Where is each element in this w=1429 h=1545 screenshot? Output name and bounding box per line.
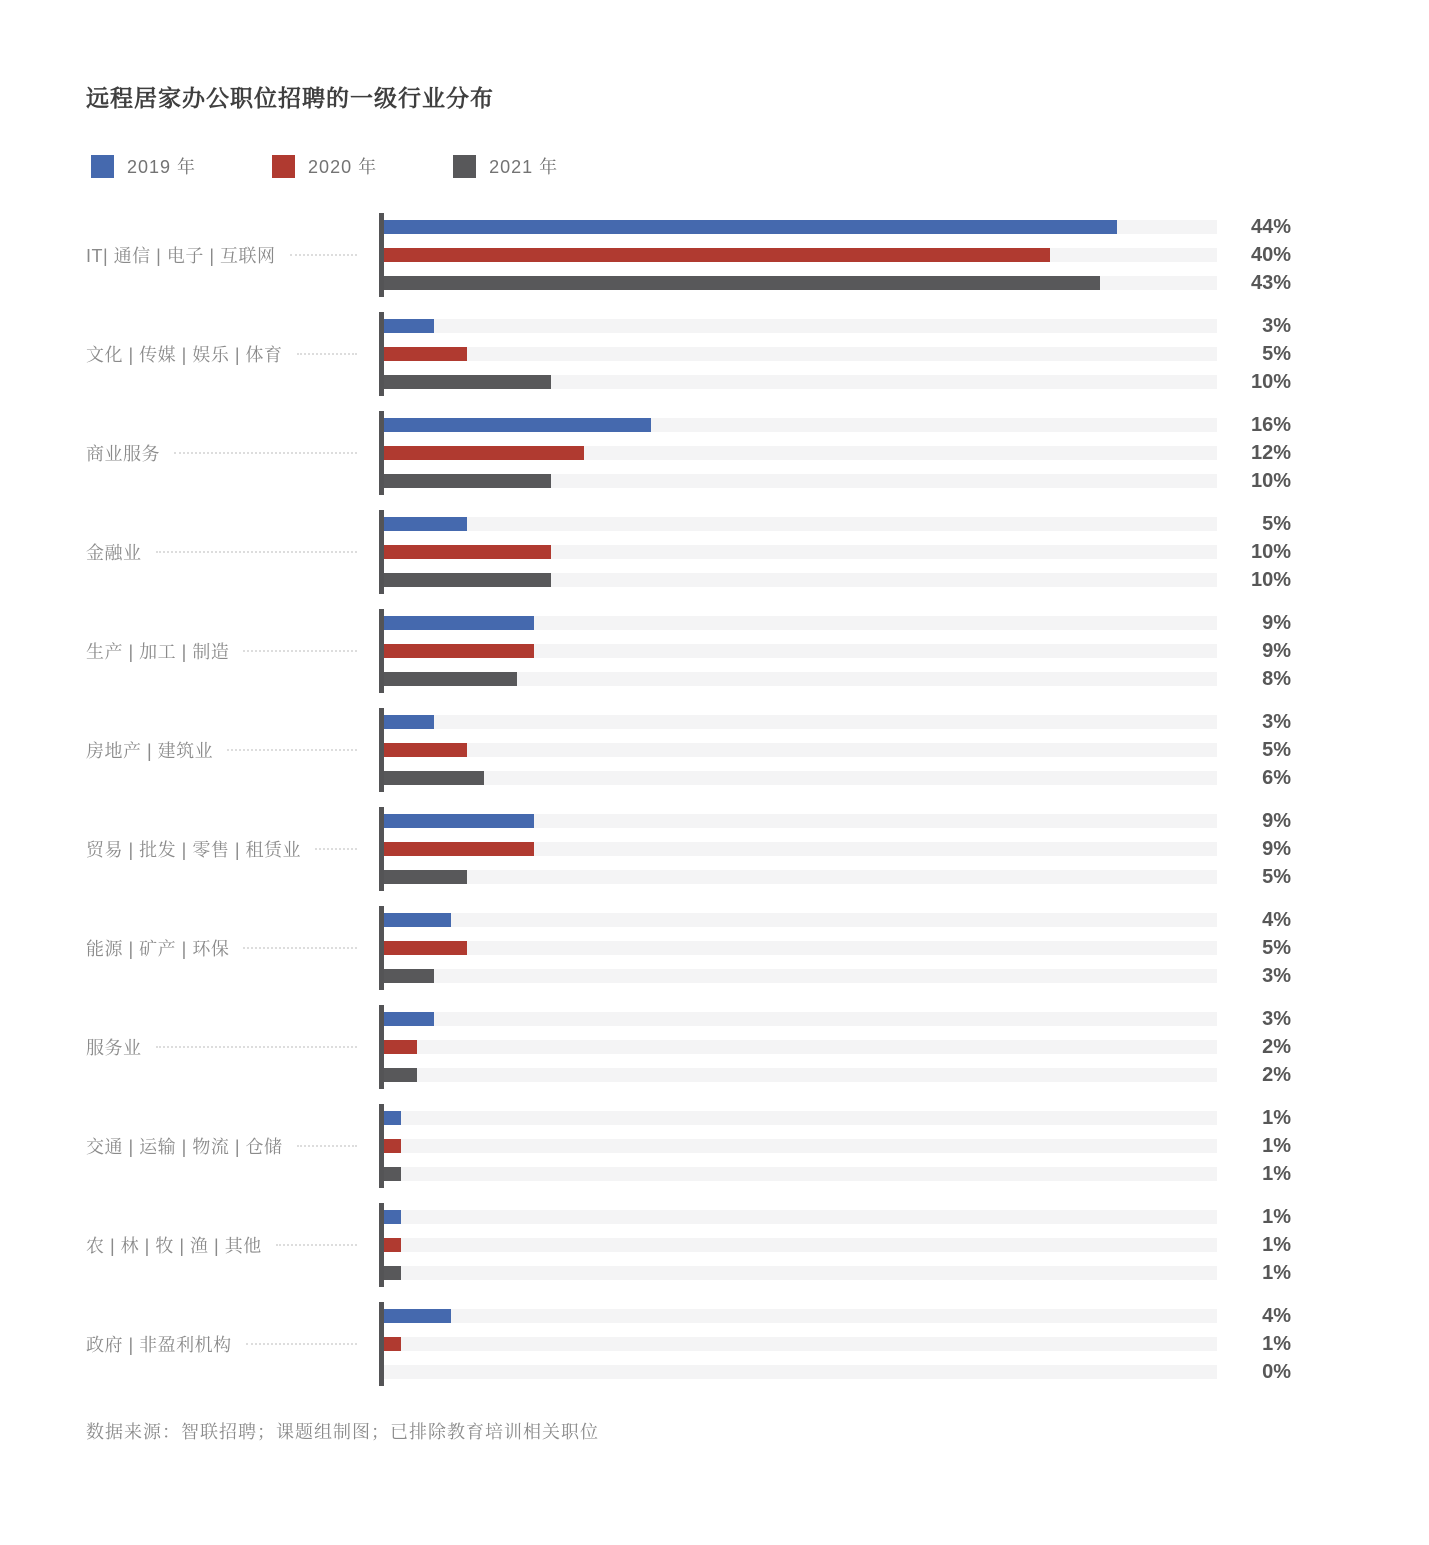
bar-2020年	[384, 1040, 417, 1054]
bar-track	[384, 220, 1217, 234]
bar-track	[384, 276, 1217, 290]
category-group	[86, 411, 1429, 495]
bar-2019年	[384, 913, 451, 927]
bar-track-area	[379, 411, 1217, 495]
bar-track-area	[379, 1005, 1217, 1089]
category-label: 政府 | 非盈利机构	[86, 1335, 232, 1355]
category-label-cell	[86, 341, 379, 367]
category-label: 生产 | 加工 | 制造	[86, 642, 230, 662]
value-labels	[1217, 609, 1291, 693]
bar-2021年	[384, 573, 551, 587]
value-labels	[1217, 1104, 1291, 1188]
bar-track	[384, 941, 1217, 955]
bar-2020年	[384, 545, 551, 559]
category-label-cell	[86, 1232, 379, 1258]
bar-row	[379, 340, 1217, 368]
leader-dotted-line	[290, 254, 357, 256]
bar-2020年	[384, 941, 467, 955]
bar-track	[384, 1309, 1217, 1323]
bar-track	[384, 347, 1217, 361]
value-label: 9%	[1262, 612, 1291, 634]
category-group	[86, 807, 1429, 891]
legend	[91, 153, 1429, 179]
legend-label: 2019 年	[127, 157, 197, 177]
bar-row	[379, 1330, 1217, 1358]
category-label-cell	[86, 440, 379, 466]
value-labels	[1217, 906, 1291, 990]
value-label: 5%	[1262, 866, 1291, 888]
value-label: 2%	[1262, 1064, 1291, 1086]
value-label: 1%	[1262, 1333, 1291, 1355]
bar-track	[384, 616, 1217, 630]
bar-row	[379, 1231, 1217, 1259]
value-label: 1%	[1262, 1262, 1291, 1284]
value-label: 9%	[1262, 810, 1291, 832]
bar-track	[384, 1111, 1217, 1125]
category-label-cell	[86, 1331, 379, 1357]
category-group	[86, 1203, 1429, 1287]
leader-dotted-line	[156, 1046, 358, 1048]
value-label: 44%	[1250, 216, 1291, 238]
legend-item-2020	[272, 153, 377, 179]
bar-row	[379, 411, 1217, 439]
category-label: 贸易 | 批发 | 零售 | 租赁业	[86, 840, 302, 860]
bar-row	[379, 538, 1217, 566]
value-label: 5%	[1262, 937, 1291, 959]
bar-track	[384, 1167, 1217, 1181]
value-label: 4%	[1262, 909, 1291, 931]
value-label: 8%	[1262, 668, 1291, 690]
bar-2021年	[384, 1167, 401, 1181]
value-label: 43%	[1250, 272, 1291, 294]
legend-label: 2020 年	[308, 157, 378, 177]
bar-track	[384, 870, 1217, 884]
leader-dotted-line	[276, 1244, 357, 1246]
bar-2019年	[384, 220, 1117, 234]
bar-track-area	[379, 1302, 1217, 1386]
bar-track	[384, 842, 1217, 856]
value-label: 12%	[1250, 442, 1291, 464]
bar-row	[379, 934, 1217, 962]
leader-dotted-line	[297, 353, 357, 355]
bar-2020年	[384, 1139, 401, 1153]
bar-track-area	[379, 609, 1217, 693]
bar-row	[379, 213, 1217, 241]
bar-row	[379, 269, 1217, 297]
bar-track	[384, 545, 1217, 559]
leader-dotted-line	[315, 848, 357, 850]
category-label: 交通 | 运输 | 物流 | 仓储	[86, 1137, 283, 1157]
category-group	[86, 312, 1429, 396]
bar-track-area	[379, 807, 1217, 891]
value-label: 1%	[1262, 1135, 1291, 1157]
bar-row	[379, 906, 1217, 934]
bar-2020年	[384, 446, 584, 460]
bar-track	[384, 913, 1217, 927]
bar-2020年	[384, 248, 1050, 262]
bar-row	[379, 1132, 1217, 1160]
value-label: 0%	[1262, 1361, 1291, 1383]
bar-2021年	[384, 276, 1100, 290]
value-label: 9%	[1262, 640, 1291, 662]
bar-2020年	[384, 644, 534, 658]
category-group	[86, 609, 1429, 693]
bar-row	[379, 1302, 1217, 1330]
category-group	[86, 906, 1429, 990]
bar-track-area	[379, 213, 1217, 297]
value-label: 3%	[1262, 315, 1291, 337]
bar-row	[379, 510, 1217, 538]
bar-track-area	[379, 1203, 1217, 1287]
bar-2019年	[384, 715, 434, 729]
bar-row	[379, 764, 1217, 792]
bar-row	[379, 962, 1217, 990]
value-label: 5%	[1262, 513, 1291, 535]
category-label: IT| 通信 | 电子 | 互联网	[86, 246, 276, 266]
bar-2019年	[384, 1111, 401, 1125]
value-label: 3%	[1262, 965, 1291, 987]
bar-track-area	[379, 1104, 1217, 1188]
bar-chart	[86, 213, 1429, 1386]
category-label: 能源 | 矿产 | 环保	[86, 939, 230, 959]
value-label: 5%	[1262, 739, 1291, 761]
bar-track	[384, 1139, 1217, 1153]
bar-track	[384, 1040, 1217, 1054]
bar-row	[379, 1203, 1217, 1231]
bar-track	[384, 672, 1217, 686]
bar-track	[384, 1238, 1217, 1252]
bar-track	[384, 1337, 1217, 1351]
bar-2021年	[384, 1068, 417, 1082]
bar-track-area	[379, 312, 1217, 396]
bar-row	[379, 736, 1217, 764]
value-labels	[1217, 213, 1291, 297]
category-label: 商业服务	[86, 444, 160, 464]
value-label: 3%	[1262, 1008, 1291, 1030]
value-label: 10%	[1250, 371, 1291, 393]
value-label: 1%	[1262, 1206, 1291, 1228]
legend-item-2019	[91, 153, 196, 179]
bar-row	[379, 1358, 1217, 1386]
bar-track	[384, 644, 1217, 658]
bar-row	[379, 566, 1217, 594]
bar-track-area	[379, 906, 1217, 990]
bar-track	[384, 1365, 1217, 1379]
leader-dotted-line	[243, 947, 357, 949]
category-group	[86, 708, 1429, 792]
legend-swatch-icon	[272, 155, 295, 178]
category-label-cell	[86, 935, 379, 961]
bar-2019年	[384, 616, 534, 630]
value-label: 3%	[1262, 711, 1291, 733]
bar-row	[379, 1061, 1217, 1089]
bar-track	[384, 319, 1217, 333]
chart-title: 远程居家办公职位招聘的一级行业分布	[86, 85, 494, 111]
category-label-cell	[86, 539, 379, 565]
bar-2020年	[384, 1337, 401, 1351]
bar-row	[379, 1104, 1217, 1132]
value-labels	[1217, 708, 1291, 792]
bar-track	[384, 1266, 1217, 1280]
bar-2021年	[384, 672, 517, 686]
leader-dotted-line	[297, 1145, 357, 1147]
bar-2020年	[384, 743, 467, 757]
bar-2021年	[384, 969, 434, 983]
category-label: 金融业	[86, 543, 142, 563]
value-label: 40%	[1250, 244, 1291, 266]
bar-row	[379, 708, 1217, 736]
bar-row	[379, 609, 1217, 637]
bar-row	[379, 1005, 1217, 1033]
category-label: 服务业	[86, 1038, 142, 1058]
bar-track	[384, 969, 1217, 983]
value-labels	[1217, 807, 1291, 891]
bar-track	[384, 1012, 1217, 1026]
category-group	[86, 1302, 1429, 1386]
bar-track	[384, 1068, 1217, 1082]
value-label: 1%	[1262, 1234, 1291, 1256]
value-label: 16%	[1250, 414, 1291, 436]
bar-track	[384, 517, 1217, 531]
bar-track-area	[379, 510, 1217, 594]
category-group	[86, 510, 1429, 594]
bar-row	[379, 637, 1217, 665]
bar-2019年	[384, 319, 434, 333]
value-label: 2%	[1262, 1036, 1291, 1058]
bar-track	[384, 715, 1217, 729]
value-labels	[1217, 1203, 1291, 1287]
category-label-cell	[86, 242, 379, 268]
bar-row	[379, 467, 1217, 495]
bar-track	[384, 375, 1217, 389]
legend-label: 2021 年	[489, 157, 559, 177]
value-labels	[1217, 312, 1291, 396]
category-group	[86, 1005, 1429, 1089]
category-label: 农 | 林 | 牧 | 渔 | 其他	[86, 1236, 262, 1256]
value-label: 1%	[1262, 1163, 1291, 1185]
bar-2019年	[384, 1210, 401, 1224]
category-label-cell	[86, 1034, 379, 1060]
legend-swatch-icon	[453, 155, 476, 178]
bar-track	[384, 814, 1217, 828]
bar-track	[384, 771, 1217, 785]
leader-dotted-line	[246, 1343, 357, 1345]
bar-track	[384, 446, 1217, 460]
leader-dotted-line	[156, 551, 358, 553]
bar-2019年	[384, 418, 651, 432]
bar-row	[379, 863, 1217, 891]
bar-2019年	[384, 1309, 451, 1323]
value-label: 1%	[1262, 1107, 1291, 1129]
bar-track	[384, 1210, 1217, 1224]
bar-row	[379, 312, 1217, 340]
bar-row	[379, 439, 1217, 467]
category-label: 文化 | 传媒 | 娱乐 | 体育	[86, 345, 283, 365]
bar-row	[379, 807, 1217, 835]
category-group	[86, 213, 1429, 297]
value-label: 6%	[1262, 767, 1291, 789]
value-label: 10%	[1250, 569, 1291, 591]
value-labels	[1217, 411, 1291, 495]
category-label-cell	[86, 638, 379, 664]
value-label: 9%	[1262, 838, 1291, 860]
bar-2021年	[384, 375, 551, 389]
bar-2021年	[384, 771, 484, 785]
bar-2020年	[384, 347, 467, 361]
bar-track	[384, 743, 1217, 757]
bar-track	[384, 248, 1217, 262]
bar-track-area	[379, 708, 1217, 792]
bar-2021年	[384, 1266, 401, 1280]
bar-row	[379, 665, 1217, 693]
value-labels	[1217, 510, 1291, 594]
leader-dotted-line	[243, 650, 357, 652]
legend-item-2021	[453, 153, 558, 179]
bar-track	[384, 418, 1217, 432]
bar-row	[379, 835, 1217, 863]
bar-row	[379, 1033, 1217, 1061]
bar-2019年	[384, 814, 534, 828]
bar-2019年	[384, 1012, 434, 1026]
category-label-cell	[86, 836, 379, 862]
bar-2019年	[384, 517, 467, 531]
bar-2020年	[384, 1238, 401, 1252]
bar-row	[379, 368, 1217, 396]
bar-2021年	[384, 870, 467, 884]
value-labels	[1217, 1005, 1291, 1089]
bar-2021年	[384, 474, 551, 488]
category-label: 房地产 | 建筑业	[86, 741, 214, 761]
source-note: 数据来源：智联招聘；课题组制图；已排除教育培训相关职位	[86, 1422, 599, 1442]
value-labels	[1217, 1302, 1291, 1386]
bar-row	[379, 1259, 1217, 1287]
value-label: 5%	[1262, 343, 1291, 365]
leader-dotted-line	[227, 749, 357, 751]
bar-row	[379, 241, 1217, 269]
category-label-cell	[86, 1133, 379, 1159]
bar-2020年	[384, 842, 534, 856]
legend-swatch-icon	[91, 155, 114, 178]
bar-track	[384, 474, 1217, 488]
category-group	[86, 1104, 1429, 1188]
value-label: 10%	[1250, 541, 1291, 563]
value-label: 4%	[1262, 1305, 1291, 1327]
value-label: 10%	[1250, 470, 1291, 492]
category-label-cell	[86, 737, 379, 763]
bar-track	[384, 573, 1217, 587]
bar-row	[379, 1160, 1217, 1188]
leader-dotted-line	[174, 452, 357, 454]
